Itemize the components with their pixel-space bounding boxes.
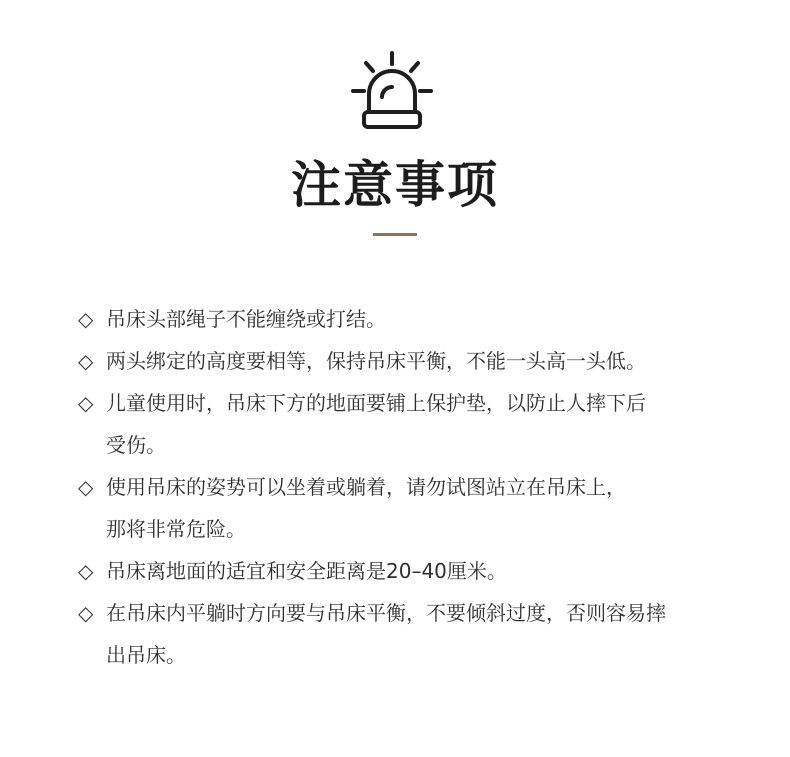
notice-text-continued: 出吊床。: [106, 643, 186, 667]
notice-item: [78, 466, 758, 550]
notice-item: [78, 340, 758, 382]
notice-text: 使用吊床的姿势可以坐着或躺着，请勿试图站立在吊床上，: [106, 475, 626, 499]
notice-item: [78, 592, 758, 676]
notice-text: 两头绑定的高度要相等，保持吊床平衡，不能一头高一头低。: [106, 349, 646, 373]
notice-item: [78, 550, 758, 592]
header: [0, 0, 790, 250]
notice-item: [78, 298, 758, 340]
diamond-bullet-icon: ◇: [78, 391, 94, 415]
diamond-bullet-icon: ◇: [78, 349, 94, 373]
notice-text-continued: 那将非常危险。: [106, 517, 246, 541]
diamond-bullet-icon: ◇: [78, 307, 94, 331]
page-title: 注意事项: [291, 156, 499, 214]
notice-text-continued: 受伤。: [106, 433, 166, 457]
notice-text: 吊床头部绳子不能缠绕或打结。: [106, 307, 386, 331]
notice-list: [78, 298, 758, 676]
title-underline: [373, 233, 417, 236]
notice-text: 儿童使用时，吊床下方的地面要铺上保护垫，以防止人摔下后: [106, 391, 646, 415]
notice-text: 吊床离地面的适宜和安全距离是20–40厘米。: [106, 559, 507, 583]
diamond-bullet-icon: ◇: [78, 475, 94, 499]
diamond-bullet-icon: ◇: [78, 601, 94, 625]
notice-item: [78, 382, 758, 466]
diamond-bullet-icon: ◇: [78, 559, 94, 583]
notice-text: 在吊床内平躺时方向要与吊床平衡，不要倾斜过度，否则容易摔: [106, 601, 666, 625]
alarm-siren-icon: [349, 50, 435, 132]
